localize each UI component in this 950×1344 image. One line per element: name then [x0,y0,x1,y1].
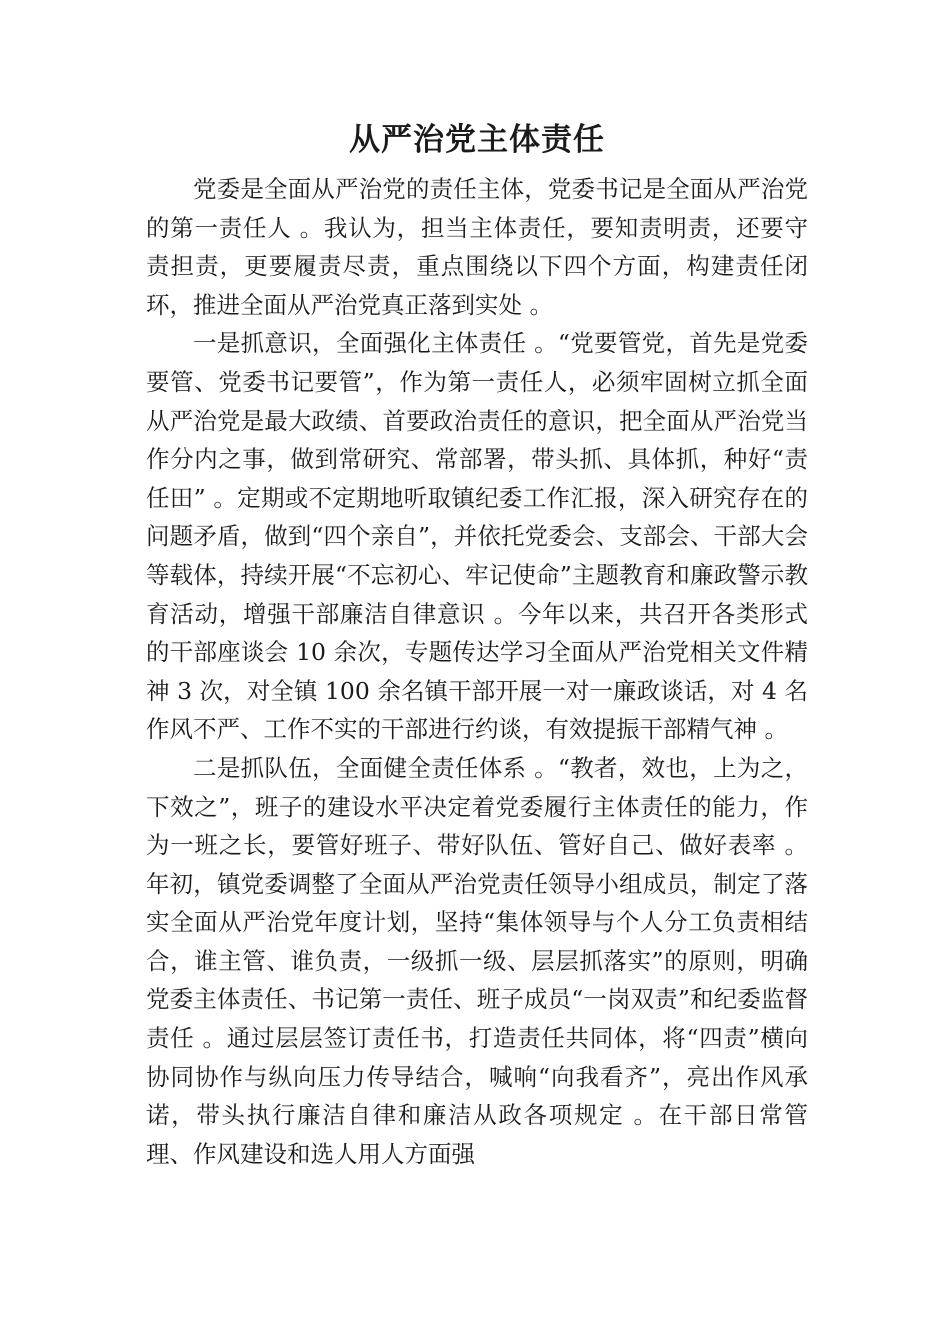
paragraph-awareness: 一是抓意识，全面强化主体责任 。“党要管党，首先是党委要管、党委书记要管”，作为第一责任人，必须牢固树立抓全面从严治党是最大政绩、首要政治责任的意识，把全面从严治党当作分内之事，做到常研究、常部署，带头抓、具体抓，种好“责任田” 。定期或不定期地听取镇纪委工作汇报，深入研究存在的问题矛盾，做到“四个亲自”，并依托党委会、支部会、干部大会等载体，持续开展“不忘初心、牢记使命”主题教育和廉政警示教育活动，增强干部廉洁自律意识 。今年以来，共召开各类形式的干部座谈会 10 余次，专题传达学习全面从严治党相关文件精神 3 次，对全镇 100 余名镇干部开展一对一廉政谈话，对 4 名作风不严、工作不实的干部进行约谈，有效提振干部精气神 。 [146,329,808,744]
document-title: 从严治党主体责任 [349,122,605,158]
document-page [146,120,808,1173]
paragraph-intro: 党委是全面从严治党的责任主体，党委书记是全面从严治党的第一责任人 。我认为，担当主体责任，要知责明责，还要守责担责，更要履责尽责，重点围绕以下四个方面，构建责任闭环，推进全面从严治党真正落到实处 。 [146,175,808,319]
paragraph-team: 二是抓队伍，全面健全责任体系 。“教者，效也，上为之，下效之”，班子的建设水平决定着党委履行主体责任的能力，作为一班之长，要管好班子、带好队伍、管好自己、做好表率 。年初，镇党委调整了全面从严治党责任领导小组成员，制定了落实全面从严治党年度计划，坚持“集体领导与个人分工负责相结合，谁主管、谁负责，一级抓一级、层层抓落实”的原则，明确党委主体责任、书记第一责任、班子成员“一岗双责”和纪委监督责任 。通过层层签订责任书，打造责任共同体，将“四责”横向协同协作与纵向压力传导结合，喊响“向我看齐”，亮出作风承诺，带头执行廉洁自律和廉洁从政各项规定 。在干部日常管理、作风建设和选人用人方面强 [146,753,808,1168]
